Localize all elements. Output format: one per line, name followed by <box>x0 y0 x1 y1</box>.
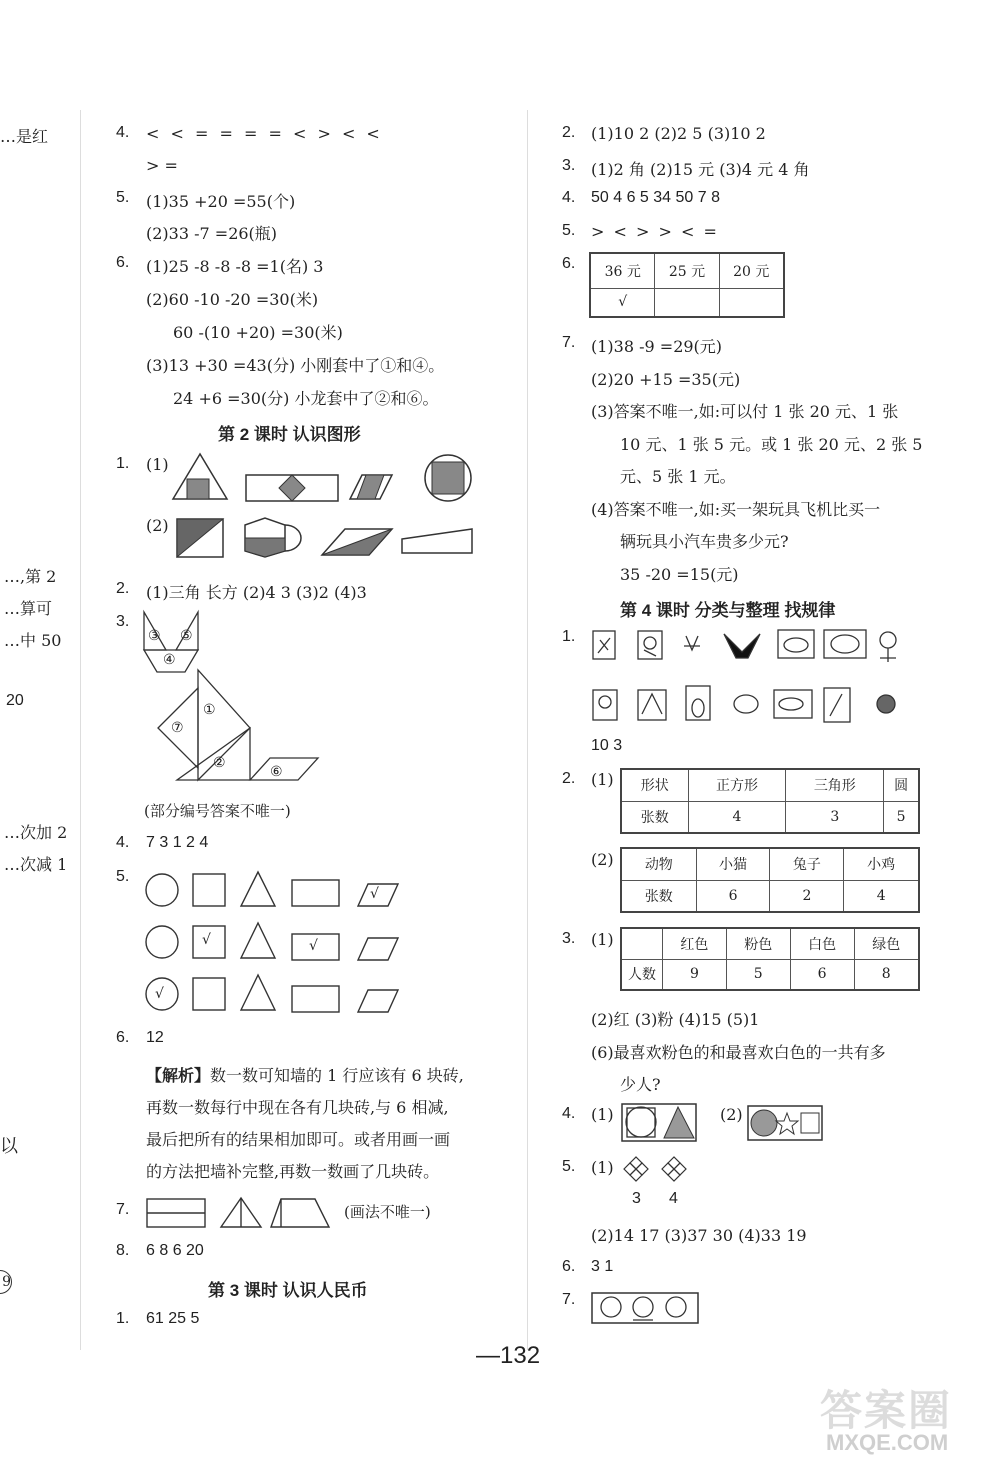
answer-text: < < = = = = < > < < <box>146 124 380 143</box>
answer-text: 3 <box>632 1190 641 1207</box>
explanation <box>146 1063 464 1086</box>
table-cell <box>719 288 784 317</box>
margin-circled-number <box>0 1270 12 1294</box>
table-cell: 正方形 <box>688 769 786 801</box>
answer-text: (1)10 2 (2)2 5 (3)10 2 <box>591 124 766 143</box>
table-cell: 白色 <box>790 928 854 959</box>
q-number: 8. <box>116 1242 130 1259</box>
money-table <box>589 252 785 318</box>
q-number: 7. <box>562 1291 576 1308</box>
answer-text: (4)答案不唯一,如:买一架玩具飞机比买一 <box>591 500 881 519</box>
tangram-label: ④ <box>163 652 176 668</box>
table-cell: 粉色 <box>726 928 790 959</box>
color-preference-table <box>620 927 920 991</box>
answer-text: (1)25 -8 -8 -8 =1(名) 3 <box>146 257 324 276</box>
animal-picture-cards <box>588 628 918 724</box>
answer-text: (6)最喜欢粉色的和最喜欢白色的一共有多 <box>591 1043 886 1062</box>
answer-text: (3)答案不唯一,如:可以付 1 张 20 元、1 张 <box>591 402 899 421</box>
table-cell: 人数 <box>621 959 663 990</box>
q-number: 6. <box>562 255 576 272</box>
margin-text: …次减 1 <box>4 855 68 874</box>
part-label: (1) <box>591 1158 614 1177</box>
q-number: 2. <box>562 124 576 141</box>
answer-text: 50 4 6 5 34 50 7 8 <box>591 189 720 206</box>
note-text: (画法不唯一) <box>344 1203 431 1221</box>
answer-text: 7 3 1 2 4 <box>146 834 209 851</box>
table-cell: √ <box>590 288 655 317</box>
check-mark: √ <box>202 932 211 948</box>
q-number: 7. <box>562 334 576 351</box>
table-cell: 形状 <box>621 769 688 801</box>
table-cell: 3 <box>786 801 884 833</box>
table-cell: 小猫 <box>696 848 770 880</box>
part-label: (1) <box>146 455 169 474</box>
check-mark: √ <box>309 938 318 954</box>
q-number: 3. <box>562 157 576 174</box>
table-cell: 圆 <box>884 769 919 801</box>
margin-text: 以 <box>0 1136 18 1157</box>
explanation-tag: 【解析】 <box>146 1068 211 1085</box>
column-divider <box>80 110 81 1350</box>
tangram-label: ⑥ <box>270 764 283 780</box>
explanation-text: 最后把所有的结果相加即可。或者用画一画 <box>146 1130 451 1149</box>
margin-text: …次加 2 <box>4 823 68 842</box>
tangram-label: ⑦ <box>171 720 184 736</box>
part-label: (2) <box>146 516 169 535</box>
table-cell <box>655 288 719 317</box>
table-cell: 2 <box>770 880 844 912</box>
answer-text: (2)14 17 (3)37 30 (4)33 19 <box>591 1226 807 1245</box>
q-number: 4. <box>116 124 130 141</box>
q-number: 5. <box>116 189 130 206</box>
q-number: 3. <box>562 930 576 947</box>
table-cell <box>621 928 663 959</box>
answer-text: 3 1 <box>591 1258 614 1275</box>
tangram-label: ② <box>213 755 226 771</box>
part-label: (1) <box>591 930 614 949</box>
tangram-figure <box>140 610 330 790</box>
table-cell: 三角形 <box>786 769 884 801</box>
answer-text: (1)38 -9 =29(元) <box>591 337 723 356</box>
q-number: 1. <box>116 1310 130 1327</box>
q-number: 4. <box>116 834 130 851</box>
explanation-text: 再数一数每行中现在各有几块砖,与 6 相减, <box>146 1098 449 1117</box>
answer-text: (3)13 +30 =43(分) 小刚套中了①和④。 <box>146 356 445 375</box>
explanation-text: 数一数可知墙的 1 行应该有 6 块砖, <box>210 1066 464 1085</box>
table-cell: 6 <box>790 959 854 990</box>
answer-text: (1)2 角 (2)15 元 (3)4 元 4 角 <box>591 160 810 179</box>
answer-text: (2)33 -7 =26(瓶) <box>146 224 278 243</box>
part-label: (2) <box>591 850 614 869</box>
q-number: 6. <box>116 254 130 271</box>
q-number: 1. <box>116 455 130 472</box>
q-number: 6. <box>562 1258 576 1275</box>
margin-text: …中 50 <box>4 631 62 650</box>
table-cell: 8 <box>854 959 919 990</box>
margin-text: 20 <box>6 692 24 709</box>
watermark-site: MXQE.COM <box>826 1430 949 1455</box>
watermark-logo: 答案圈 <box>820 1387 953 1434</box>
check-mark: √ <box>370 886 379 902</box>
table-cell: 动物 <box>621 848 696 880</box>
answer-text: 24 +6 =30(分) 小龙套中了②和⑥。 <box>173 389 439 408</box>
pattern-figure-1 <box>620 1102 700 1144</box>
part-label: (1) <box>591 1105 614 1124</box>
margin-text: …是红 <box>0 127 49 146</box>
q-number: 4. <box>562 1105 576 1122</box>
margin-text: …,第 2 <box>4 567 57 586</box>
table-cell: 4 <box>688 801 786 833</box>
shapes-figure-row2 <box>175 515 480 560</box>
answer-text: (2)60 -10 -20 =30(米) <box>146 290 319 309</box>
table-cell: 红色 <box>663 928 727 959</box>
answer-text: 10 元、1 张 5 元。或 1 张 20 元、2 张 5 <box>620 435 923 454</box>
q-number: 2. <box>562 770 576 787</box>
q-number: 1. <box>562 628 576 645</box>
answer-text: (2)20 +15 =35(元) <box>591 370 741 389</box>
q-number: 5. <box>116 868 130 885</box>
answer-text: 元、5 张 1 元。 <box>620 467 736 486</box>
answer-text: > < > > < = <box>591 222 717 241</box>
answer-text: (1)35 +20 =55(个) <box>146 192 296 211</box>
table-cell: 36 元 <box>590 253 655 288</box>
q-number: 2. <box>116 580 130 597</box>
note-text: (部分编号答案不唯一) <box>144 802 291 820</box>
answer-text: 10 3 <box>591 737 623 754</box>
table-cell: 6 <box>696 880 770 912</box>
lesson-heading: 第 4 课时 分类与整理 找规律 <box>620 601 836 620</box>
tangram-label: ③ <box>148 628 161 644</box>
q-number: 6. <box>116 1029 130 1046</box>
table-cell: 5 <box>884 801 919 833</box>
q-number: 4. <box>562 189 576 206</box>
table-cell: 小鸡 <box>844 848 919 880</box>
table-cell: 兔子 <box>770 848 844 880</box>
lesson-heading: 第 3 课时 认识人民币 <box>208 1281 368 1300</box>
divided-shapes-figure <box>145 1196 335 1230</box>
shape-count-table <box>620 768 920 834</box>
answer-text: 12 <box>146 1029 164 1046</box>
animal-count-table <box>620 847 920 913</box>
q-number: 3. <box>116 613 130 630</box>
q-number: 5. <box>562 1158 576 1175</box>
table-cell: 4 <box>844 880 919 912</box>
check-mark: √ <box>155 986 164 1002</box>
tangram-label: ① <box>203 702 216 718</box>
tangram-label: ⑤ <box>180 628 193 644</box>
answer-text: 少人? <box>620 1075 661 1094</box>
circles-box-figure <box>590 1291 702 1325</box>
page-number: —132 <box>476 1342 541 1369</box>
answer-text: (1)三角 长方 (2)4 3 (3)2 (4)3 <box>146 583 367 602</box>
q-number: 5. <box>562 222 576 239</box>
explanation-text: 的方法把墙补完整,再数一数画了几块砖。 <box>146 1162 440 1181</box>
table-cell: 25 元 <box>655 253 719 288</box>
answer-text: 4 <box>669 1190 678 1207</box>
table-cell: 绿色 <box>854 928 919 959</box>
table-cell: 5 <box>726 959 790 990</box>
table-cell: 9 <box>663 959 727 990</box>
table-cell: 张数 <box>621 880 696 912</box>
q-number: 7. <box>116 1201 130 1218</box>
pattern-figure-2 <box>746 1104 826 1142</box>
answer-text: 60 -(10 +20) =30(米) <box>173 323 343 342</box>
part-label: (2) <box>720 1105 743 1124</box>
answer-text: > = <box>146 156 178 175</box>
table-cell: 20 元 <box>719 253 784 288</box>
margin-text: …算可 <box>4 599 53 618</box>
shapes-figure-row1 <box>170 452 480 502</box>
margin-circled-text: 9 <box>2 1274 11 1290</box>
answer-text: 辆玩具小汽车贵多少元? <box>620 532 789 551</box>
answer-text: 61 25 5 <box>146 1310 200 1327</box>
answer-text: 35 -20 =15(元) <box>620 565 739 584</box>
answer-text: 6 8 6 20 <box>146 1242 204 1259</box>
table-cell: 张数 <box>621 801 688 833</box>
answer-text: (2)红 (3)粉 (4)15 (5)1 <box>591 1010 760 1029</box>
column-divider <box>527 110 528 1350</box>
diamond-pattern-figure <box>622 1155 692 1189</box>
lesson-heading: 第 2 课时 认识图形 <box>218 425 361 444</box>
part-label: (1) <box>591 770 614 789</box>
